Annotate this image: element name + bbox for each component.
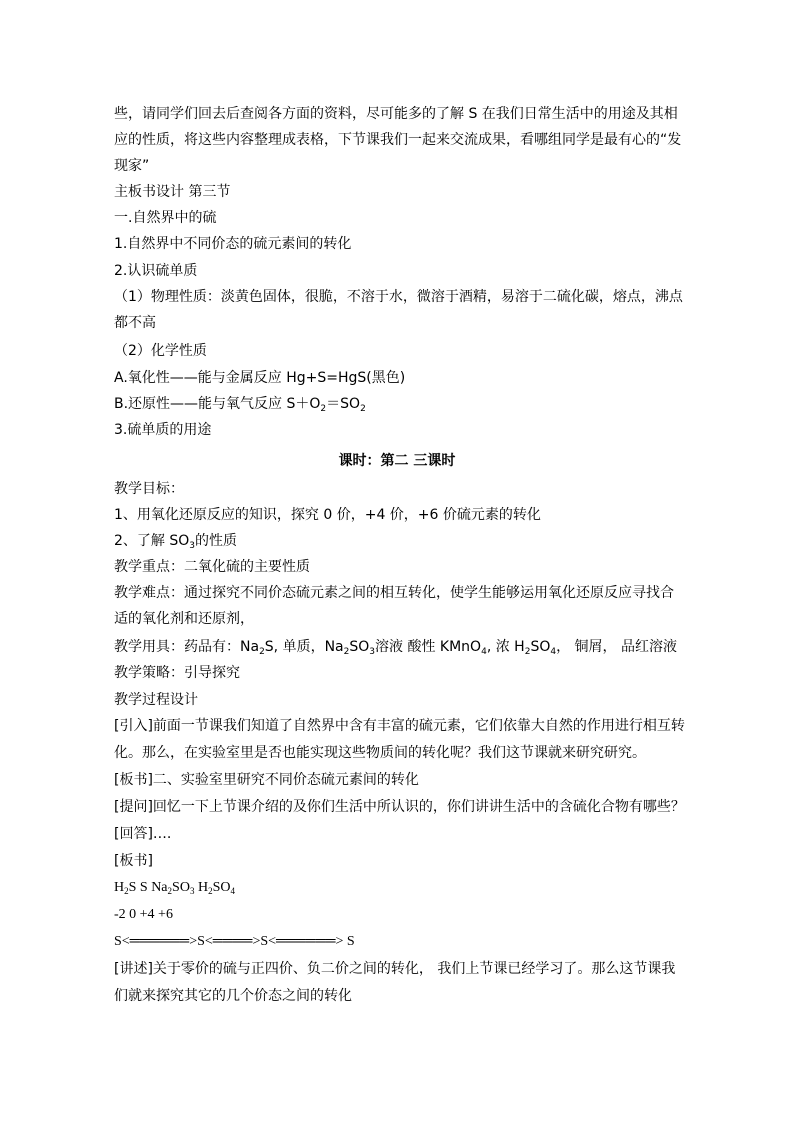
text-part: S, 单质，Na [264,639,344,655]
text-part: 2、了解 SO [114,533,190,549]
formula-part: S S Na [128,880,168,895]
text-part: 的性质 [195,533,237,549]
conversion-arrows: S<══════>S<════>S<══════> S [114,934,355,949]
formula-part: SO [212,880,231,895]
text-line: 教学策略：引导探究 [114,665,240,681]
sulfur-compounds [114,878,684,898]
text-part: SO [530,639,551,655]
text-part: SO [349,639,370,655]
subscript: 2 [320,404,327,414]
text-line: 都不高 [114,315,156,331]
text-line: 现家” [114,158,150,174]
subscript: 2 [208,886,213,896]
subscript: 2 [259,647,265,657]
text-part: 教学用具：药品有：Na [114,639,260,655]
text-line: （1）物理性质：淡黄色固体，很脆，不溶于水，微溶于酒精，易溶于二硫化碳，熔点，沸点 [114,289,683,305]
text-line: 应的性质，将这些内容整理成表格，下节课我们一起来交流成果，看哪组同学是最有心的“发 [114,132,682,148]
text-line: 教学过程设计 [114,692,198,708]
text-line: 教学难点：通过探究不同价态硫元素之间的相互转化，使学生能够运用氧化还原反应寻找合 [114,585,674,601]
oxidation-reaction: A.氧化性——能与金属反应 Hg+S=HgS(黑色) [114,370,406,386]
subscript: 3 [189,886,195,896]
text-line: 些，请同学们回去后查阅各方面的资料，尽可能多的了解 S 在我们日常生活中的用途及其相 [114,106,678,122]
text-line: 2.认识硫单质 [114,263,198,279]
subscript: 2 [360,404,366,414]
text-line: [引入]前面一节课我们知道了自然界中含有丰富的硫元素，它们依靠大自然的作用进行相互转 [114,718,685,734]
text-line [114,531,684,551]
subscript: 2 [167,886,173,896]
text-line: （2）化学性质 [114,343,207,359]
text-line: 1.自然界中不同价态的硫元素间的转化 [114,236,352,252]
text-line: 1、用氧化还原反应的知识，探究 0 价，+4 价，+6 价硫元素的转化 [114,507,541,523]
formula-part: H [114,880,125,895]
formula-part: SO [172,880,190,895]
equation-part: ＝SO [326,396,361,412]
subscript: 2 [124,886,129,896]
equation-part: B.还原性——能与氧气反应 S＋O [114,396,321,412]
text-part: ， 铜屑， 品红溶液 [556,639,677,655]
text-line: [讲述]关于零价的硫与正四价、负二价之间的转化， 我们上节课已经学习了。那么这节课我 [114,961,676,977]
text-line: 教学重点：二氧化硫的主要性质 [114,559,310,575]
subscript: 3 [189,541,195,551]
section-heading: 一.自然界中的硫 [114,210,217,226]
text-part: 溶液 酸性 KMnO [375,639,482,655]
subscript: 2 [343,647,350,657]
text-line: 们就来探究其它的几个价态之间的转化 [114,988,352,1004]
text-line: [板书]二、实验室里研究不同价态硫元素间的转化 [114,772,419,788]
teaching-materials [114,637,684,657]
board-design-title: 主板书设计 第三节 [114,184,231,200]
text-line: 3.硫单质的用途 [114,422,212,438]
reduction-reaction [114,394,684,414]
valence-states: -2 0 +4 +6 [114,907,173,922]
text-line: [提问]回忆一下上节课介绍的及你们生活中所认识的，你们讲讲生活中的含硫化合物有哪些？ [114,799,685,815]
subscript: 4 [481,647,487,657]
subscript: 2 [524,647,531,657]
text-line: 教学目标： [114,481,184,497]
text-part: , 浓 H [486,639,525,655]
lesson-heading: 课时：第二 三课时 [338,453,456,469]
text-line: [回答]…. [114,826,172,842]
text-line: [板书] [114,853,153,869]
formula-part: H [194,880,209,895]
text-line: 化。那么，在实验室里是否也能实现这些物质间的转化呢？我们这节课就来研究研究。 [114,745,646,761]
subscript: 3 [369,647,376,657]
subscript: 4 [550,647,557,657]
subscript: 4 [230,886,235,896]
text-line: 适的氧化剂和还原剂， [114,611,254,627]
